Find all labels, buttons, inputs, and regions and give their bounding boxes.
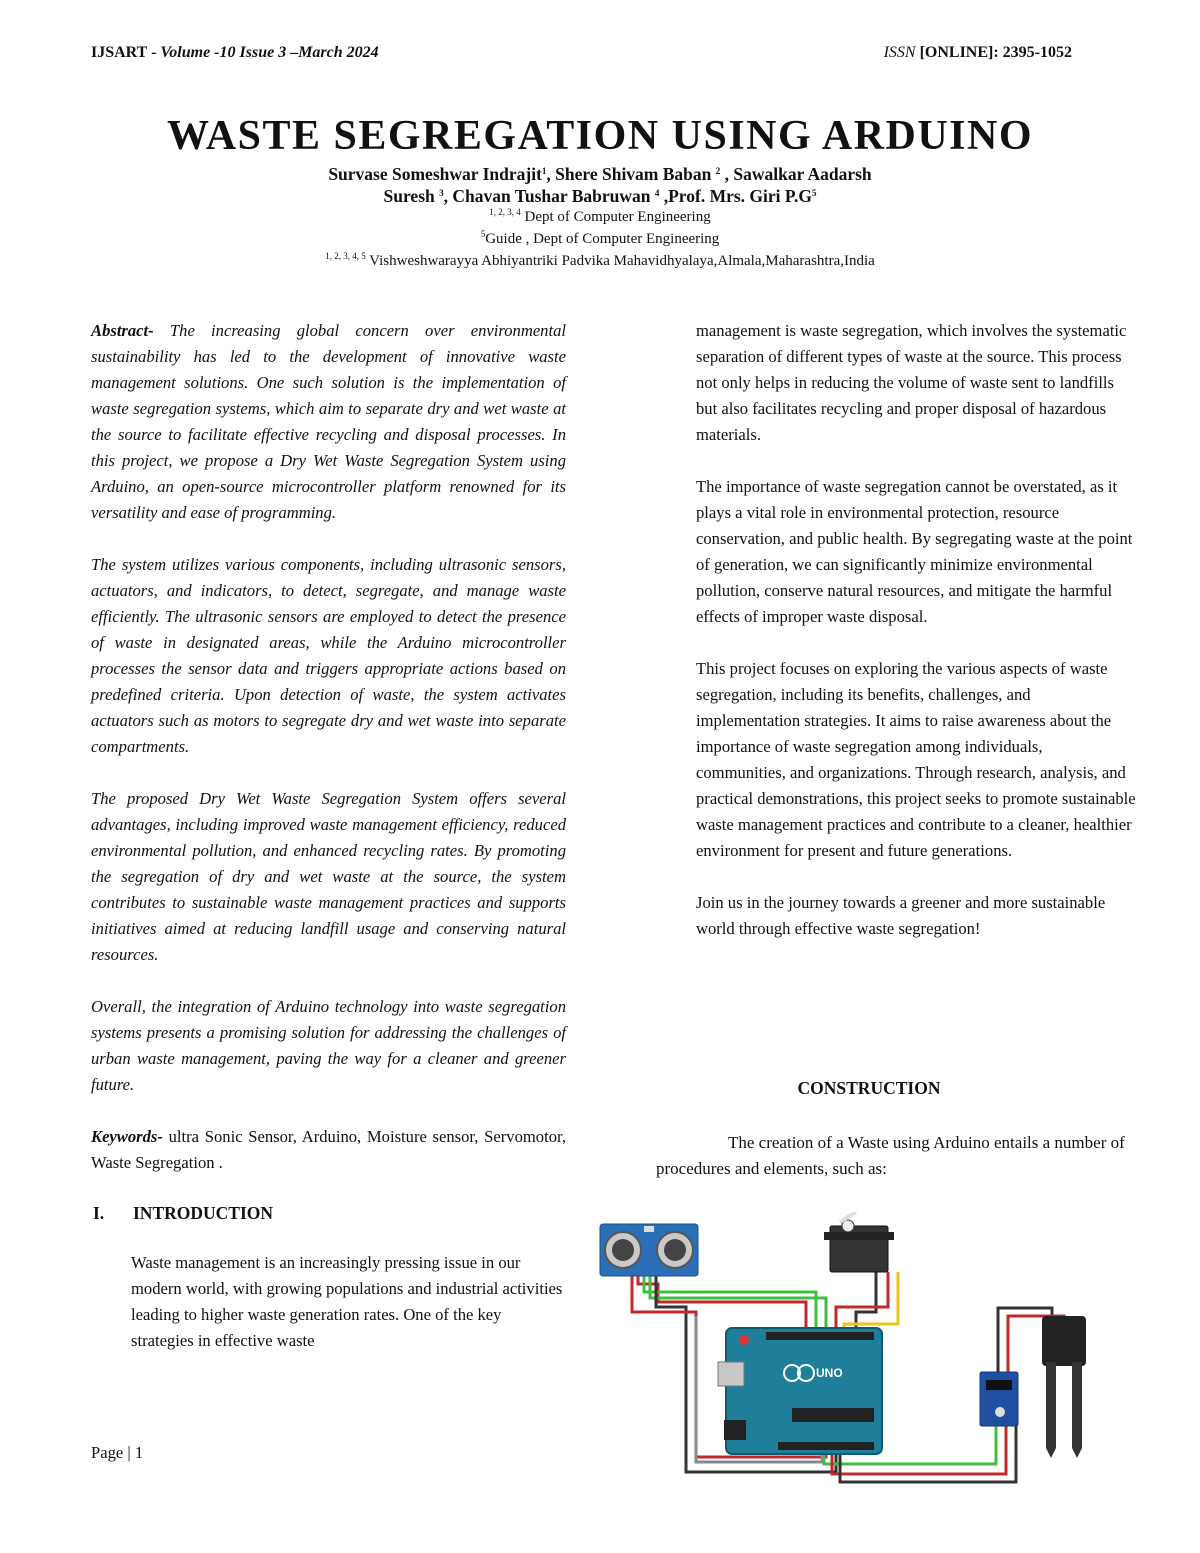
arduino-uno-board: [718, 1328, 882, 1454]
abstract-paragraph-2: The system utilizes various components, including ultrasonic sensors, actuators, and indicators, to detect, segregate, and manage waste efficiently. The ultrasonic sensors are employed to detect the presence of waste in designated areas, while the Arduino microcontroller processes the sensor data and triggers appropriate actions based on predefined criteria. Upon detection of waste, the system activates actuators such as motors to segregate dry and wet waste into separate compartments.: [91, 555, 566, 756]
affiliation-2: $^5$Guide , Dept of Computer Engineering: [480, 229, 720, 247]
journal-header: IJSART - Volume -10 Issue 3 –March 2024: [91, 44, 379, 61]
affiliation-1: $^{1, 2, 3, 4}$ Dept of Computer Engineering: [489, 207, 711, 225]
left-column: [91, 318, 566, 1354]
servo-motor: [824, 1212, 894, 1272]
abstract-label: Abstract-: [91, 321, 154, 340]
keywords: Keywords- ultra Sonic Sensor, Arduino, Moisture sensor, Servomotor, Waste Segregation .: [91, 1127, 566, 1172]
affiliation-3: $^{1, 2, 3, 4, 5}$ Vishweshwarayya Abhiyantriki Padvika Mahavidhyalaya,Almala,Maharashtra,India: [325, 251, 875, 269]
wire-servo-signal: [844, 1272, 898, 1330]
abstract-paragraph-4: Overall, the integration of Arduino technology into waste segregation systems presents a promising solution for addressing the challenges of urban waste management, paving the way for a cleaner and greener future.: [91, 997, 566, 1094]
abstract-paragraph-1: Abstract- The increasing global concern over environmental sustainability has led to the development of innovative waste management solutions. One such solution is the implementation of waste segregation systems, which aim to separate dry and wet waste at the source to facilitate effective recycling and disposal processes. In this project, we propose a Dry Wet Waste Segregation System using Arduino, an open-source microcontroller platform renowned for its versatility and ease of programming.: [91, 321, 566, 522]
wire-servo-gnd: [856, 1272, 876, 1330]
page-number: Page | 1: [91, 1443, 144, 1462]
author-list: [0, 163, 1200, 207]
right-paragraph-1: management is waste segregation, which involves the systematic separation of different types of waste at the source. This process not only helps in reducing the volume of waste sent to landfills but also facilitates recycling and proper disposal of hazardous materials.: [696, 321, 1127, 444]
issn-header: [884, 44, 1072, 62]
wire-servo-vcc: [836, 1272, 888, 1330]
right-paragraph-2: The importance of waste segregation cannot be overstated, as it plays a vital role in environmental protection, resource conservation, and public health. By segregating waste at the point of generation, we can significantly minimize environmental pollution, conserve natural resources, and mitigate the harmful effects of improper waste disposal.: [696, 477, 1133, 626]
paper-title: WASTE SEGREGATION USING ARDUINO: [166, 113, 1034, 159]
circuit-diagram-figure: [596, 1212, 1096, 1512]
circuit-diagram: [596, 1212, 1096, 1512]
wire-ultrasonic-vcc: [638, 1274, 806, 1330]
journal-issue: Volume -10 Issue 3 –March 2024: [160, 44, 379, 61]
section-heading-introduction: I. INTRODUCTION: [93, 1203, 274, 1223]
issn-label: ISSN: [883, 44, 916, 61]
right-paragraph-4: Join us in the journey towards a greener and more sustainable world through effective waste segregation!: [696, 893, 1106, 938]
soil-moisture-probe: [1042, 1316, 1086, 1458]
author-line-1: Survase Someshwar Indrajit$^1$, Shere Shivam Baban $^2$ , Sawalkar Aadarsh: [328, 164, 872, 184]
ultrasonic-sensor: [600, 1224, 698, 1276]
right-column: [696, 318, 1136, 942]
issn-value: [ONLINE]: 2395-1052: [919, 44, 1072, 61]
section-heading-construction: CONSTRUCTION: [797, 1078, 941, 1098]
arduino-logo-text: UNO: [816, 1366, 843, 1380]
construction-paragraph: The creation of a Waste using Arduino entails a number of procedures and elements, such as:: [656, 1133, 1125, 1178]
abstract-paragraph-3: The proposed Dry Wet Waste Segregation System offers several advantages, including improved waste management efficiency, reduced environmental pollution, and enhanced recycling rates. By promoting the segregation of dry and wet waste at the source, the system contributes to sustainable waste management practices and supports initiatives aimed at reducing landfill usage and conserving natural resources.: [91, 789, 566, 964]
right-paragraph-3: This project focuses on exploring the various aspects of waste segregation, including its benefits, challenges, and implementation strategies. It aims to raise awareness about the importance of waste segregation among individuals, communities, and organizations. Through research, analysis, and practical demonstrations, this project seeks to promote sustainable waste management practices and contribute to a cleaner, healthier environment for present and future generations.: [696, 659, 1136, 860]
keywords-label: Keywords-: [91, 1127, 163, 1146]
moisture-sensor-module: [980, 1372, 1018, 1426]
journal-name: IJSART: [91, 44, 148, 61]
introduction-paragraph-1: Waste management is an increasingly pressing issue in our modern world, with growing populations and industrial activities leading to higher waste generation rates. One of the key strategies in effective waste: [131, 1253, 563, 1350]
author-line-2: Suresh $^3$, Chavan Tushar Babruwan $^4$ ,Prof. Mrs. Giri $P.G^5$: [383, 186, 817, 206]
